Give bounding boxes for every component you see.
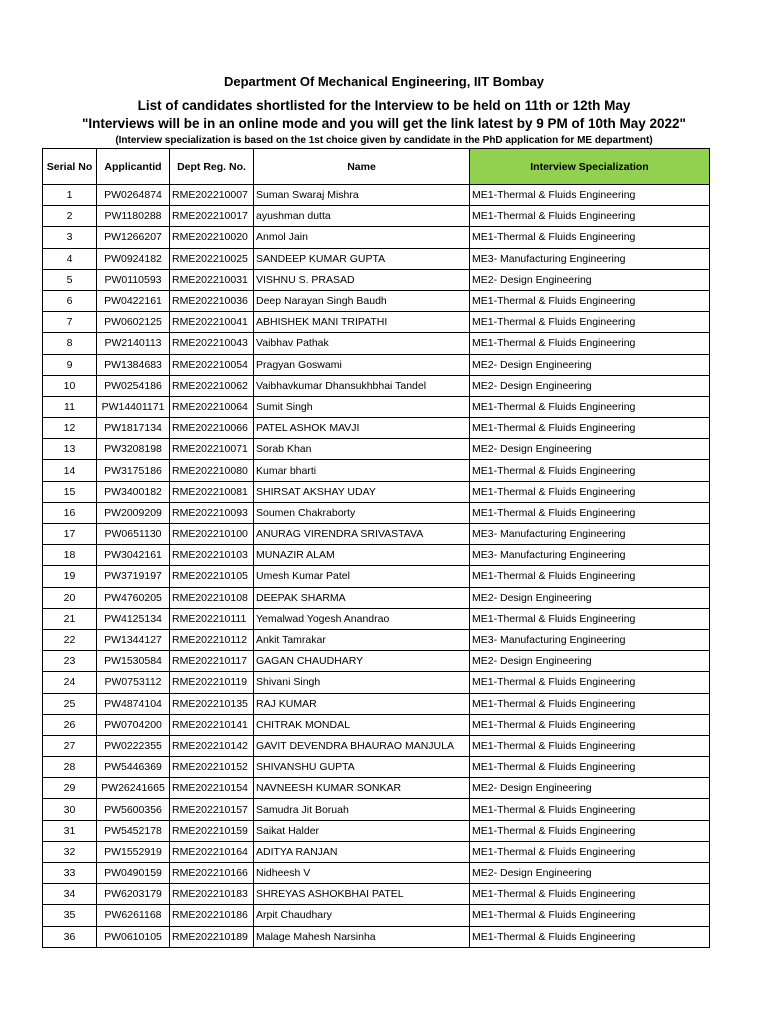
cell-name: Arpit Chaudhary: [254, 905, 470, 926]
cell-specialization: ME2- Design Engineering: [470, 354, 710, 375]
cell-serial: 36: [43, 926, 97, 947]
cell-serial: 28: [43, 757, 97, 778]
cell-reg-no: RME202210166: [170, 863, 254, 884]
cell-specialization: ME1-Thermal & Fluids Engineering: [470, 884, 710, 905]
table-row: [43, 206, 710, 227]
cell-specialization: ME2- Design Engineering: [470, 269, 710, 290]
cell-serial: 2: [43, 206, 97, 227]
cell-name: Malage Mahesh Narsinha: [254, 926, 470, 947]
cell-specialization: ME1-Thermal & Fluids Engineering: [470, 312, 710, 333]
cell-applicant-id: PW14401171: [97, 396, 170, 417]
column-header-name: Name: [254, 149, 470, 185]
cell-applicant-id: PW1530584: [97, 651, 170, 672]
cell-serial: 24: [43, 672, 97, 693]
column-header-serial: Serial No: [43, 149, 97, 185]
cell-name: RAJ KUMAR: [254, 693, 470, 714]
cell-applicant-id: PW0490159: [97, 863, 170, 884]
cell-reg-no: RME202210036: [170, 290, 254, 311]
cell-name: Sorab Khan: [254, 439, 470, 460]
cell-specialization: ME3- Manufacturing Engineering: [470, 248, 710, 269]
cell-serial: 7: [43, 312, 97, 333]
table-row: [43, 290, 710, 311]
table-row: [43, 587, 710, 608]
column-header-specialization: Interview Specialization: [470, 149, 710, 185]
cell-name: Suman Swaraj Mishra: [254, 185, 470, 206]
cell-reg-no: RME202210117: [170, 651, 254, 672]
cell-name: SHIVANSHU GUPTA: [254, 757, 470, 778]
table-row: [43, 481, 710, 502]
cell-applicant-id: PW1344127: [97, 629, 170, 650]
cell-applicant-id: PW0264874: [97, 185, 170, 206]
cell-applicant-id: PW0422161: [97, 290, 170, 311]
cell-reg-no: RME202210043: [170, 333, 254, 354]
table-row: [43, 396, 710, 417]
table-row: [43, 545, 710, 566]
cell-reg-no: RME202210062: [170, 375, 254, 396]
cell-serial: 31: [43, 820, 97, 841]
column-header-applicant-id: Applicantid: [97, 149, 170, 185]
cell-specialization: ME1-Thermal & Fluids Engineering: [470, 735, 710, 756]
cell-name: Deep Narayan Singh Baudh: [254, 290, 470, 311]
cell-serial: 5: [43, 269, 97, 290]
table-row: [43, 629, 710, 650]
cell-specialization: ME1-Thermal & Fluids Engineering: [470, 502, 710, 523]
cell-reg-no: RME202210183: [170, 884, 254, 905]
table-row: [43, 926, 710, 947]
cell-applicant-id: PW3175186: [97, 460, 170, 481]
table-row: [43, 905, 710, 926]
cell-name: ABHISHEK MANI TRIPATHI: [254, 312, 470, 333]
cell-applicant-id: PW6203179: [97, 884, 170, 905]
cell-name: Samudra Jit Boruah: [254, 799, 470, 820]
cell-name: Pragyan Goswami: [254, 354, 470, 375]
cell-reg-no: RME202210111: [170, 608, 254, 629]
cell-serial: 30: [43, 799, 97, 820]
cell-specialization: ME1-Thermal & Fluids Engineering: [470, 481, 710, 502]
cell-name: SHREYAS ASHOKBHAI PATEL: [254, 884, 470, 905]
cell-serial: 29: [43, 778, 97, 799]
cell-name: NAVNEESH KUMAR SONKAR: [254, 778, 470, 799]
cell-reg-no: RME202210152: [170, 757, 254, 778]
cell-name: Vaibhavkumar Dhansukhbhai Tandel: [254, 375, 470, 396]
cell-specialization: ME1-Thermal & Fluids Engineering: [470, 693, 710, 714]
cell-applicant-id: PW5452178: [97, 820, 170, 841]
cell-applicant-id: PW6261168: [97, 905, 170, 926]
table-row: [43, 502, 710, 523]
cell-name: ADITYA RANJAN: [254, 841, 470, 862]
cell-serial: 14: [43, 460, 97, 481]
cell-serial: 25: [43, 693, 97, 714]
cell-name: PATEL ASHOK MAVJI: [254, 418, 470, 439]
table-row: [43, 418, 710, 439]
cell-specialization: ME1-Thermal & Fluids Engineering: [470, 926, 710, 947]
table-row: [43, 799, 710, 820]
cell-reg-no: RME202210080: [170, 460, 254, 481]
cell-name: CHITRAK MONDAL: [254, 714, 470, 735]
cell-reg-no: RME202210189: [170, 926, 254, 947]
cell-applicant-id: PW4760205: [97, 587, 170, 608]
cell-serial: 20: [43, 587, 97, 608]
cell-specialization: ME1-Thermal & Fluids Engineering: [470, 227, 710, 248]
cell-applicant-id: PW0924182: [97, 248, 170, 269]
cell-applicant-id: PW1817134: [97, 418, 170, 439]
cell-specialization: ME1-Thermal & Fluids Engineering: [470, 841, 710, 862]
cell-name: GAVIT DEVENDRA BHAURAO MANJULA: [254, 735, 470, 756]
cell-name: Anmol Jain: [254, 227, 470, 248]
cell-specialization: ME1-Thermal & Fluids Engineering: [470, 672, 710, 693]
cell-reg-no: RME202210071: [170, 439, 254, 460]
column-header-reg-no: Dept Reg. No.: [170, 149, 254, 185]
cell-reg-no: RME202210119: [170, 672, 254, 693]
cell-applicant-id: PW1552919: [97, 841, 170, 862]
table-row: [43, 608, 710, 629]
cell-specialization: ME1-Thermal & Fluids Engineering: [470, 714, 710, 735]
cell-name: GAGAN CHAUDHARY: [254, 651, 470, 672]
table-row: [43, 778, 710, 799]
cell-serial: 34: [43, 884, 97, 905]
cell-specialization: ME2- Design Engineering: [470, 587, 710, 608]
cell-name: ayushman dutta: [254, 206, 470, 227]
table-row: [43, 460, 710, 481]
cell-serial: 22: [43, 629, 97, 650]
cell-reg-no: RME202210093: [170, 502, 254, 523]
table-row: [43, 185, 710, 206]
table-row: [43, 841, 710, 862]
cell-reg-no: RME202210054: [170, 354, 254, 375]
cell-applicant-id: PW0222355: [97, 735, 170, 756]
cell-serial: 33: [43, 863, 97, 884]
cell-applicant-id: PW0610105: [97, 926, 170, 947]
list-title: List of candidates shortlisted for the Interview to be held on 11th or 12th May: [137, 98, 631, 113]
cell-applicant-id: PW3042161: [97, 545, 170, 566]
table-row: [43, 439, 710, 460]
cell-reg-no: RME202210142: [170, 735, 254, 756]
specialization-note: (Interview specialization is based on the 1st choice given by candidate in the PhD application for ME department): [115, 135, 653, 146]
table-row: [43, 375, 710, 396]
cell-name: Sumit Singh: [254, 396, 470, 417]
cell-name: VISHNU S. PRASAD: [254, 269, 470, 290]
cell-specialization: ME3- Manufacturing Engineering: [470, 545, 710, 566]
cell-reg-no: RME202210007: [170, 185, 254, 206]
cell-reg-no: RME202210108: [170, 587, 254, 608]
cell-name: Saikat Halder: [254, 820, 470, 841]
cell-serial: 27: [43, 735, 97, 756]
cell-serial: 32: [43, 841, 97, 862]
cell-applicant-id: PW0704200: [97, 714, 170, 735]
table-row: [43, 227, 710, 248]
cell-specialization: ME1-Thermal & Fluids Engineering: [470, 185, 710, 206]
cell-applicant-id: PW0110593: [97, 269, 170, 290]
cell-specialization: ME2- Design Engineering: [470, 778, 710, 799]
cell-reg-no: RME202210141: [170, 714, 254, 735]
table-row: [43, 269, 710, 290]
cell-serial: 35: [43, 905, 97, 926]
interview-mode-notice: "Interviews will be in an online mode and you will get the link latest by 9 PM of 10th May 2022": [82, 116, 686, 131]
cell-name: SHIRSAT AKSHAY UDAY: [254, 481, 470, 502]
cell-specialization: ME2- Design Engineering: [470, 375, 710, 396]
cell-reg-no: RME202210164: [170, 841, 254, 862]
cell-reg-no: RME202210066: [170, 418, 254, 439]
cell-applicant-id: PW3719197: [97, 566, 170, 587]
cell-serial: 23: [43, 651, 97, 672]
cell-reg-no: RME202210135: [170, 693, 254, 714]
cell-specialization: ME2- Design Engineering: [470, 863, 710, 884]
cell-reg-no: RME202210064: [170, 396, 254, 417]
cell-name: DEEPAK SHARMA: [254, 587, 470, 608]
cell-specialization: ME1-Thermal & Fluids Engineering: [470, 460, 710, 481]
cell-applicant-id: PW2140113: [97, 333, 170, 354]
cell-applicant-id: PW2009209: [97, 502, 170, 523]
cell-name: Nidheesh V: [254, 863, 470, 884]
cell-serial: 21: [43, 608, 97, 629]
cell-specialization: ME1-Thermal & Fluids Engineering: [470, 799, 710, 820]
cell-applicant-id: PW5446369: [97, 757, 170, 778]
cell-applicant-id: PW1180288: [97, 206, 170, 227]
table-row: [43, 884, 710, 905]
candidates-table: [42, 148, 710, 948]
cell-name: Soumen Chakraborty: [254, 502, 470, 523]
cell-reg-no: RME202210081: [170, 481, 254, 502]
cell-serial: 8: [43, 333, 97, 354]
table-row: [43, 693, 710, 714]
department-title: Department Of Mechanical Engineering, IIT Bombay: [223, 74, 544, 89]
cell-applicant-id: PW26241665: [97, 778, 170, 799]
table-row: [43, 735, 710, 756]
table-row: [43, 757, 710, 778]
cell-specialization: ME2- Design Engineering: [470, 651, 710, 672]
cell-applicant-id: PW0254186: [97, 375, 170, 396]
table-row: [43, 312, 710, 333]
cell-reg-no: RME202210154: [170, 778, 254, 799]
cell-applicant-id: PW0651130: [97, 524, 170, 545]
cell-specialization: ME1-Thermal & Fluids Engineering: [470, 206, 710, 227]
cell-reg-no: RME202210112: [170, 629, 254, 650]
cell-specialization: ME3- Manufacturing Engineering: [470, 629, 710, 650]
table-header-row: [43, 149, 710, 185]
cell-name: Yemalwad Yogesh Anandrao: [254, 608, 470, 629]
cell-name: Shivani Singh: [254, 672, 470, 693]
cell-serial: 10: [43, 375, 97, 396]
cell-serial: 12: [43, 418, 97, 439]
cell-applicant-id: PW3400182: [97, 481, 170, 502]
cell-reg-no: RME202210103: [170, 545, 254, 566]
cell-serial: 15: [43, 481, 97, 502]
cell-applicant-id: PW0602125: [97, 312, 170, 333]
table-row: [43, 333, 710, 354]
table-row: [43, 248, 710, 269]
cell-reg-no: RME202210157: [170, 799, 254, 820]
table-row: [43, 672, 710, 693]
table-row: [43, 354, 710, 375]
cell-name: Umesh Kumar Patel: [254, 566, 470, 587]
cell-reg-no: RME202210020: [170, 227, 254, 248]
cell-serial: 17: [43, 524, 97, 545]
cell-name: SANDEEP KUMAR GUPTA: [254, 248, 470, 269]
cell-specialization: ME1-Thermal & Fluids Engineering: [470, 333, 710, 354]
cell-specialization: ME3- Manufacturing Engineering: [470, 524, 710, 545]
cell-serial: 18: [43, 545, 97, 566]
table-row: [43, 566, 710, 587]
cell-serial: 16: [43, 502, 97, 523]
cell-serial: 9: [43, 354, 97, 375]
cell-reg-no: RME202210041: [170, 312, 254, 333]
cell-name: MUNAZIR ALAM: [254, 545, 470, 566]
cell-applicant-id: PW1384683: [97, 354, 170, 375]
cell-specialization: ME1-Thermal & Fluids Engineering: [470, 396, 710, 417]
cell-serial: 13: [43, 439, 97, 460]
table-row: [43, 863, 710, 884]
cell-name: ANURAG VIRENDRA SRIVASTAVA: [254, 524, 470, 545]
cell-reg-no: RME202210159: [170, 820, 254, 841]
cell-serial: 3: [43, 227, 97, 248]
table-row: [43, 524, 710, 545]
table-row: [43, 651, 710, 672]
cell-specialization: ME1-Thermal & Fluids Engineering: [470, 608, 710, 629]
cell-specialization: ME1-Thermal & Fluids Engineering: [470, 290, 710, 311]
cell-specialization: ME2- Design Engineering: [470, 439, 710, 460]
cell-applicant-id: PW0753112: [97, 672, 170, 693]
cell-applicant-id: PW3208198: [97, 439, 170, 460]
cell-reg-no: RME202210017: [170, 206, 254, 227]
cell-applicant-id: PW1266207: [97, 227, 170, 248]
cell-reg-no: RME202210186: [170, 905, 254, 926]
cell-name: Kumar bharti: [254, 460, 470, 481]
cell-specialization: ME1-Thermal & Fluids Engineering: [470, 418, 710, 439]
cell-specialization: ME1-Thermal & Fluids Engineering: [470, 905, 710, 926]
cell-reg-no: RME202210100: [170, 524, 254, 545]
cell-specialization: ME1-Thermal & Fluids Engineering: [470, 566, 710, 587]
cell-serial: 4: [43, 248, 97, 269]
cell-applicant-id: PW4874104: [97, 693, 170, 714]
cell-reg-no: RME202210031: [170, 269, 254, 290]
cell-reg-no: RME202210025: [170, 248, 254, 269]
cell-applicant-id: PW5600356: [97, 799, 170, 820]
cell-serial: 1: [43, 185, 97, 206]
cell-applicant-id: PW4125134: [97, 608, 170, 629]
cell-serial: 11: [43, 396, 97, 417]
cell-serial: 26: [43, 714, 97, 735]
table-row: [43, 714, 710, 735]
cell-serial: 19: [43, 566, 97, 587]
cell-serial: 6: [43, 290, 97, 311]
cell-specialization: ME1-Thermal & Fluids Engineering: [470, 757, 710, 778]
cell-name: Vaibhav Pathak: [254, 333, 470, 354]
cell-reg-no: RME202210105: [170, 566, 254, 587]
cell-specialization: ME1-Thermal & Fluids Engineering: [470, 820, 710, 841]
cell-name: Ankit Tamrakar: [254, 629, 470, 650]
table-row: [43, 820, 710, 841]
table-body: [43, 185, 710, 948]
